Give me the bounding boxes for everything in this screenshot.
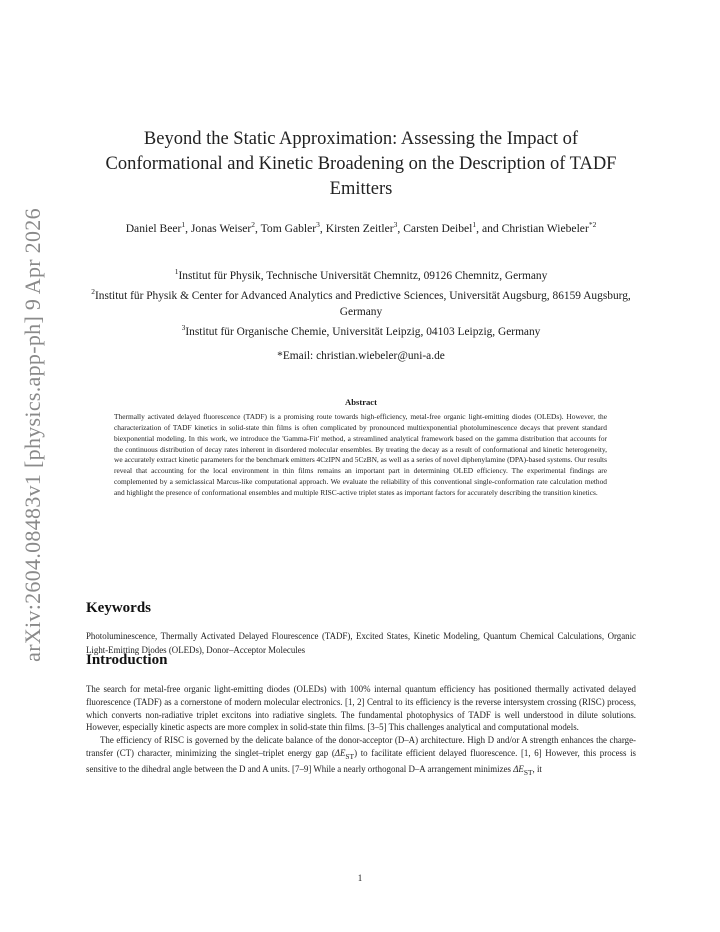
author-name: Christian Wiebeler [501, 221, 589, 235]
abstract-text: Thermally activated delayed fluorescence (TADF) is a promising route towards high-efficiency, metal-free organic light-emitting diodes (OLEDs). However, the characterization of TADF kinetics in solid-state thin films is often complicated by pronounced multiexponential photoluminescence decays that prevent standard biexponential modeling. In this work, we introduce the 'Gamma-Fit' method, a streamlined analytical framework based on the gamma distribution that accounts for the continuous distribution of decay rates inherent in disordered molecular ensembles. By treating the decay as a result of conformational and kinetic heterogeneity, we accurately extract kinetic parameters for the benchmark emitters 4CzIPN and 5CzBN, as well as a series of novel diphenylamine (DPA)-based systems. Our results reveal that accounting for the local environment in thin films remains an important part in determining OLED efficiency. The experimental findings are complemented by a semiclassical Marcus-like computational approach. We evaluate the reliability of this conventional single-conformation rate calculation method and highlight the presence of conformational ensembles and multiple RISC-active triplet states as important factors for accurately describing the transition kinetics. [114, 412, 607, 497]
arxiv-identifier: arXiv:2604.08483v1 [physics.app-ph] 9 Apr 2026 [20, 208, 45, 662]
arxiv-stamp [20, 208, 45, 662]
affiliation-text: Institut für Physik & Center for Advanced Analytics and Predictive Sciences, Universität Augsburg, 86159 Augsburg, Germany [94, 289, 631, 318]
delta-est-subscript-2: ST [523, 768, 533, 778]
affiliation-mark: 3 [181, 322, 186, 332]
keywords-heading: Keywords [86, 600, 151, 616]
author-separator: , [397, 221, 404, 235]
delta-est-symbol-2: ΔE [513, 764, 524, 775]
author-separator: , and [476, 221, 502, 235]
author-name: Kirsten Zeitler [325, 221, 394, 235]
affiliation-text: Institut für Physik, Technische Universität Chemnitz, 09126 Chemnitz, Germany [178, 269, 548, 282]
intro-p2-part-c: , it [532, 764, 542, 775]
abstract-heading: Abstract [345, 397, 377, 407]
affiliation [86, 284, 636, 320]
author-affiliation-mark: *2 [588, 220, 597, 229]
author-affiliation-mark: 1 [181, 220, 186, 229]
contact-email: *Email: christian.wiebeler@uni-a.de [277, 350, 445, 362]
introduction-body [86, 683, 636, 780]
author-separator: , [185, 221, 191, 235]
page-number: 1 [357, 873, 363, 883]
paper-title: Beyond the Static Approximation: Assessing the Impact of Conformational and Kinetic Broadening on the Description of TADF Emitters [105, 129, 617, 199]
affiliation-mark: 2 [91, 286, 95, 296]
author-name: Daniel Beer [125, 221, 182, 235]
affiliation-mark: 1 [174, 267, 179, 276]
author-affiliation-mark: 1 [472, 220, 477, 229]
author-list [86, 217, 636, 237]
author-affiliation-mark: 3 [316, 220, 320, 229]
affiliation [86, 264, 636, 284]
affiliation-list [86, 264, 636, 339]
affiliation-text: Institut für Organische Chemie, Universität Leipzig, 04103 Leipzig, Germany [185, 325, 541, 338]
introduction-heading: Introduction [86, 652, 168, 668]
author-affiliation-mark: 2 [251, 220, 256, 229]
author-separator: , [319, 221, 326, 235]
delta-est-symbol: ΔE [334, 747, 346, 758]
author-name: Tom Gabler [260, 221, 317, 235]
author-separator: , [255, 221, 261, 235]
intro-p2-part-b: ) to facilitate efficient delayed fluorescence. [1, 6] However, this process is sensitive to the dihedral angle between the D and A units. [7–9] While a nearly orthogonal D–A arrangement minimizes [86, 747, 636, 775]
author-name: Carsten Deibel [403, 221, 473, 235]
author-affiliation-mark: 3 [393, 220, 398, 229]
affiliation [86, 320, 636, 340]
keywords-text: Photoluminescence, Thermally Activated Delayed Flourescence (TADF), Excited States, Kinetic Modeling, Quantum Chemical Calculations, Organic Light-Emitting Diodes (OLEDs), Donor–Acceptor Molecules [86, 631, 636, 655]
author-name: Jonas Weiser [190, 221, 252, 235]
intro-paragraph-1: The search for metal-free organic light-emitting diodes (OLEDs) with 100% internal quantum efficiency has positioned thermally activated delayed fluorescence (TADF) as a cornerstone of modern molecular electronics. [1, 2] Central to its efficiency is the reverse intersystem crossing (RISC) process, which converts non-radiative triplet excitons into radiative singlets. The fundamental photophysics of TADF is well understood in dilute solutions. However, especially kinetic aspects are more complex in solid-state thin films. [3–5] This challenges analytical and computational models. [86, 684, 636, 733]
intro-paragraph-2 [86, 734, 636, 780]
delta-est-subscript: ST [345, 751, 355, 761]
intro-p2-part-a: The efficiency of RISC is governed by the delicate balance of the donor-acceptor (D–A) architecture. High D and/or A strength enhances the charge-transfer (CT) character, minimizing the singlet–triplet energy gap ( [86, 735, 636, 758]
